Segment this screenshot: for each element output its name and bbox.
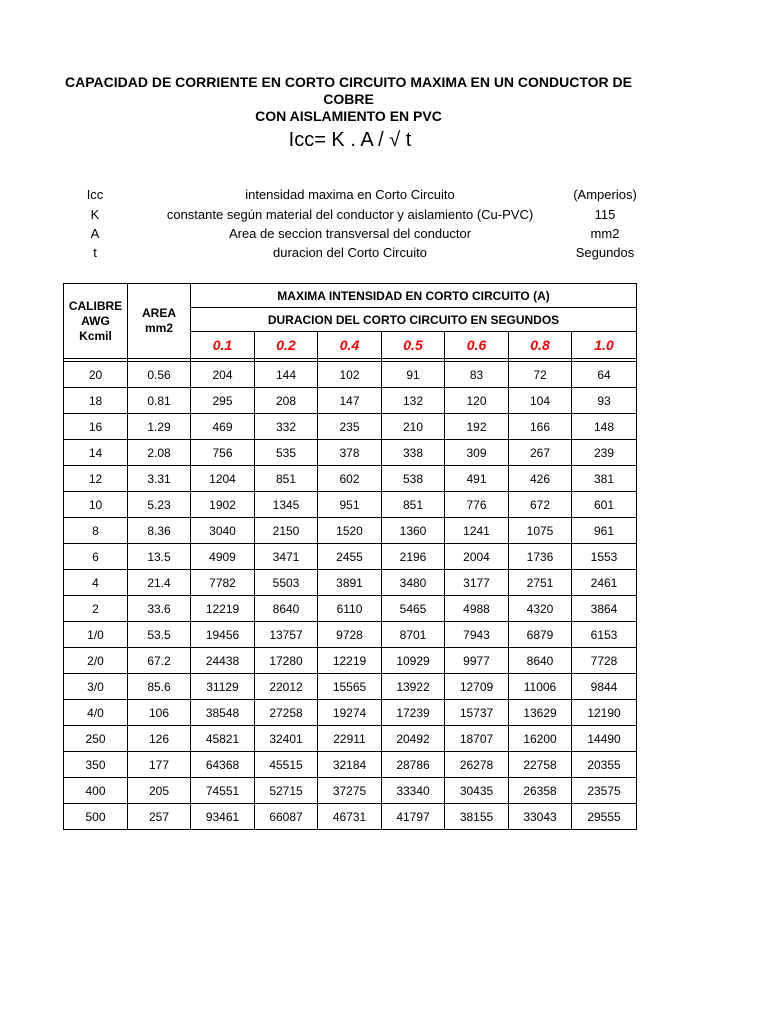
current-cell: 26278 <box>445 752 509 778</box>
current-cell: 602 <box>318 466 382 492</box>
current-cell: 776 <box>445 492 509 518</box>
table-row <box>64 362 637 388</box>
current-cell: 1902 <box>191 492 255 518</box>
current-cell: 31129 <box>191 674 255 700</box>
current-cell: 13629 <box>509 700 572 726</box>
current-cell: 7943 <box>445 622 509 648</box>
table-row <box>64 596 637 622</box>
current-cell: 46731 <box>318 804 382 830</box>
current-cell: 41797 <box>382 804 445 830</box>
current-cell: 45515 <box>255 752 318 778</box>
current-cell: 1553 <box>572 544 637 570</box>
current-cell: 38548 <box>191 700 255 726</box>
current-cell: 22911 <box>318 726 382 752</box>
table-row <box>64 648 637 674</box>
calibre-cell: 16 <box>64 414 128 440</box>
duration-cell: 0.6 <box>445 332 509 359</box>
current-cell: 3864 <box>572 596 637 622</box>
duration-cell: 0.8 <box>509 332 572 359</box>
current-cell: 22012 <box>255 674 318 700</box>
current-cell: 3471 <box>255 544 318 570</box>
current-cell: 64368 <box>191 752 255 778</box>
document-title <box>40 74 657 125</box>
definition-description: constante según material del conductor y aislamiento (Cu-PVC) <box>166 207 534 222</box>
definition-row <box>0 243 768 263</box>
current-cell: 235 <box>318 414 382 440</box>
current-cell: 851 <box>255 466 318 492</box>
current-cell: 2455 <box>318 544 382 570</box>
current-cell: 11006 <box>509 674 572 700</box>
table-body <box>64 359 637 830</box>
area-cell: 0.81 <box>128 388 191 414</box>
table-row <box>64 752 637 778</box>
current-cell: 45821 <box>191 726 255 752</box>
table-row <box>64 570 637 596</box>
area-cell: 0.56 <box>128 362 191 388</box>
area-cell: 3.31 <box>128 466 191 492</box>
table-row <box>64 778 637 804</box>
current-cell: 19456 <box>191 622 255 648</box>
definition-row <box>0 185 768 205</box>
table-row <box>64 544 637 570</box>
calibre-cell: 6 <box>64 544 128 570</box>
current-cell: 12709 <box>445 674 509 700</box>
definition-unit: mm2 <box>590 226 620 241</box>
current-cell: 1075 <box>509 518 572 544</box>
current-cell: 9977 <box>445 648 509 674</box>
current-cell: 144 <box>255 362 318 388</box>
current-cell: 8640 <box>255 596 318 622</box>
header-area: AREA mm2 <box>128 284 191 359</box>
current-cell: 66087 <box>255 804 318 830</box>
current-cell: 5465 <box>382 596 445 622</box>
current-cell: 1345 <box>255 492 318 518</box>
current-cell: 17239 <box>382 700 445 726</box>
current-cell: 12190 <box>572 700 637 726</box>
current-cell: 2150 <box>255 518 318 544</box>
current-cell: 210 <box>382 414 445 440</box>
calibre-cell: 2/0 <box>64 648 128 674</box>
current-cell: 3040 <box>191 518 255 544</box>
current-cell: 3891 <box>318 570 382 596</box>
current-cell: 24438 <box>191 648 255 674</box>
area-cell: 33.6 <box>128 596 191 622</box>
current-cell: 535 <box>255 440 318 466</box>
current-cell: 10929 <box>382 648 445 674</box>
current-cell: 338 <box>382 440 445 466</box>
current-cell: 3177 <box>445 570 509 596</box>
duration-cell: 0.2 <box>255 332 318 359</box>
calibre-cell: 10 <box>64 492 128 518</box>
current-cell: 33043 <box>509 804 572 830</box>
current-cell: 16200 <box>509 726 572 752</box>
current-cell: 756 <box>191 440 255 466</box>
definition-symbol: K <box>90 207 100 222</box>
calibre-cell: 2 <box>64 596 128 622</box>
calibre-cell: 4 <box>64 570 128 596</box>
current-cell: 295 <box>191 388 255 414</box>
duration-cell: 1.0 <box>572 332 637 359</box>
current-cell: 601 <box>572 492 637 518</box>
area-cell: 177 <box>128 752 191 778</box>
calibre-cell: 500 <box>64 804 128 830</box>
current-cell: 538 <box>382 466 445 492</box>
current-cell: 8701 <box>382 622 445 648</box>
current-cell: 3480 <box>382 570 445 596</box>
definition-unit: 115 <box>594 207 616 222</box>
current-cell: 2751 <box>509 570 572 596</box>
current-cell: 15737 <box>445 700 509 726</box>
current-cell: 9844 <box>572 674 637 700</box>
current-cell: 267 <box>509 440 572 466</box>
definition-description: duracion del Corto Circuito <box>273 245 427 260</box>
calibre-cell: 20 <box>64 362 128 388</box>
current-cell: 13757 <box>255 622 318 648</box>
table-row <box>64 466 637 492</box>
area-cell: 8.36 <box>128 518 191 544</box>
calibre-cell: 14 <box>64 440 128 466</box>
current-cell: 28786 <box>382 752 445 778</box>
definition-symbol: t <box>93 245 97 260</box>
current-cell: 961 <box>572 518 637 544</box>
area-cell: 1.29 <box>128 414 191 440</box>
current-cell: 23575 <box>572 778 637 804</box>
calibre-cell: 250 <box>64 726 128 752</box>
current-cell: 83 <box>445 362 509 388</box>
current-cell: 74551 <box>191 778 255 804</box>
current-cell: 30435 <box>445 778 509 804</box>
current-cell: 29555 <box>572 804 637 830</box>
current-cell: 32401 <box>255 726 318 752</box>
current-cell: 1520 <box>318 518 382 544</box>
definition-description: Area de seccion transversal del conductor <box>228 226 472 241</box>
current-cell: 1360 <box>382 518 445 544</box>
current-cell: 102 <box>318 362 382 388</box>
area-cell: 53.5 <box>128 622 191 648</box>
definition-row <box>0 224 768 244</box>
current-cell: 104 <box>509 388 572 414</box>
current-cell: 6879 <box>509 622 572 648</box>
current-cell: 17280 <box>255 648 318 674</box>
current-cell: 166 <box>509 414 572 440</box>
definition-row <box>0 205 768 225</box>
current-cell: 491 <box>445 466 509 492</box>
definition-unit: (Amperios) <box>573 187 637 202</box>
table-row <box>64 492 637 518</box>
current-cell: 27258 <box>255 700 318 726</box>
current-cell: 239 <box>572 440 637 466</box>
area-cell: 257 <box>128 804 191 830</box>
duration-cell: 0.1 <box>191 332 255 359</box>
current-cell: 378 <box>318 440 382 466</box>
header-calibre: CALIBRE AWG Kcmil <box>64 284 128 359</box>
current-cell: 309 <box>445 440 509 466</box>
definition-unit: Segundos <box>575 245 635 260</box>
table-row <box>64 414 637 440</box>
current-cell: 2461 <box>572 570 637 596</box>
current-cell: 332 <box>255 414 318 440</box>
area-cell: 205 <box>128 778 191 804</box>
area-cell: 5.23 <box>128 492 191 518</box>
calibre-cell: 3/0 <box>64 674 128 700</box>
current-cell: 19274 <box>318 700 382 726</box>
area-cell: 67.2 <box>128 648 191 674</box>
current-cell: 4909 <box>191 544 255 570</box>
current-cell: 2196 <box>382 544 445 570</box>
formula: Icc= K . A / √ t <box>288 129 412 151</box>
current-cell: 37275 <box>318 778 382 804</box>
calibre-cell: 18 <box>64 388 128 414</box>
current-cell: 381 <box>572 466 637 492</box>
current-cell: 22758 <box>509 752 572 778</box>
current-cell: 64 <box>572 362 637 388</box>
current-cell: 32184 <box>318 752 382 778</box>
current-cell: 120 <box>445 388 509 414</box>
current-cell: 20492 <box>382 726 445 752</box>
calibre-cell: 400 <box>64 778 128 804</box>
current-cell: 52715 <box>255 778 318 804</box>
current-cell: 93 <box>572 388 637 414</box>
current-cell: 1241 <box>445 518 509 544</box>
duration-cell: 0.5 <box>382 332 445 359</box>
calibre-cell: 4/0 <box>64 700 128 726</box>
current-cell: 204 <box>191 362 255 388</box>
calibre-cell: 12 <box>64 466 128 492</box>
table-row <box>64 700 637 726</box>
area-cell: 13.5 <box>128 544 191 570</box>
current-cell: 9728 <box>318 622 382 648</box>
current-cell: 7782 <box>191 570 255 596</box>
table-row <box>64 622 637 648</box>
current-cell: 15565 <box>318 674 382 700</box>
current-cell: 851 <box>382 492 445 518</box>
current-cell: 208 <box>255 388 318 414</box>
current-cell: 148 <box>572 414 637 440</box>
table-row <box>64 518 637 544</box>
current-cell: 93461 <box>191 804 255 830</box>
current-cell: 1736 <box>509 544 572 570</box>
current-cell: 469 <box>191 414 255 440</box>
header-duration: DURACION DEL CORTO CIRCUITO EN SEGUNDOS <box>191 308 637 332</box>
calibre-cell: 1/0 <box>64 622 128 648</box>
definition-symbol: Icc <box>86 187 104 202</box>
current-cell: 426 <box>509 466 572 492</box>
current-cell: 12219 <box>318 648 382 674</box>
duration-cell: 0.4 <box>318 332 382 359</box>
table-row <box>64 726 637 752</box>
current-cell: 8640 <box>509 648 572 674</box>
current-cell: 2004 <box>445 544 509 570</box>
table-row <box>64 388 637 414</box>
current-cell: 4320 <box>509 596 572 622</box>
area-cell: 21.4 <box>128 570 191 596</box>
calibre-cell: 8 <box>64 518 128 544</box>
current-cell: 7728 <box>572 648 637 674</box>
current-cell: 6153 <box>572 622 637 648</box>
current-cell: 13922 <box>382 674 445 700</box>
current-cell: 18707 <box>445 726 509 752</box>
current-cell: 26358 <box>509 778 572 804</box>
current-cell: 20355 <box>572 752 637 778</box>
area-cell: 85.6 <box>128 674 191 700</box>
definition-description: intensidad maxima en Corto Circuito <box>245 187 455 202</box>
current-cell: 132 <box>382 388 445 414</box>
current-cell: 1204 <box>191 466 255 492</box>
current-cell: 147 <box>318 388 382 414</box>
current-cell: 12219 <box>191 596 255 622</box>
area-cell: 2.08 <box>128 440 191 466</box>
title-line-2: CON AISLAMIENTO EN PVC <box>255 108 442 124</box>
current-cell: 14490 <box>572 726 637 752</box>
title-line-1: CAPACIDAD DE CORRIENTE EN CORTO CIRCUITO MAXIMA EN UN CONDUCTOR DE COBRE <box>64 74 633 107</box>
current-cell: 6110 <box>318 596 382 622</box>
header-max-current: MAXIMA INTENSIDAD EN CORTO CIRCUITO (A) <box>191 284 637 308</box>
calibre-cell: 350 <box>64 752 128 778</box>
current-cell: 951 <box>318 492 382 518</box>
current-cell: 5503 <box>255 570 318 596</box>
current-cell: 72 <box>509 362 572 388</box>
current-cell: 4988 <box>445 596 509 622</box>
current-cell: 33340 <box>382 778 445 804</box>
area-cell: 106 <box>128 700 191 726</box>
current-cell: 192 <box>445 414 509 440</box>
table-row <box>64 804 637 830</box>
current-cell: 38155 <box>445 804 509 830</box>
short-circuit-table <box>63 283 637 830</box>
area-cell: 126 <box>128 726 191 752</box>
table-row <box>64 674 637 700</box>
table-row <box>64 440 637 466</box>
definition-symbol: A <box>90 226 100 241</box>
current-cell: 91 <box>382 362 445 388</box>
current-cell: 672 <box>509 492 572 518</box>
